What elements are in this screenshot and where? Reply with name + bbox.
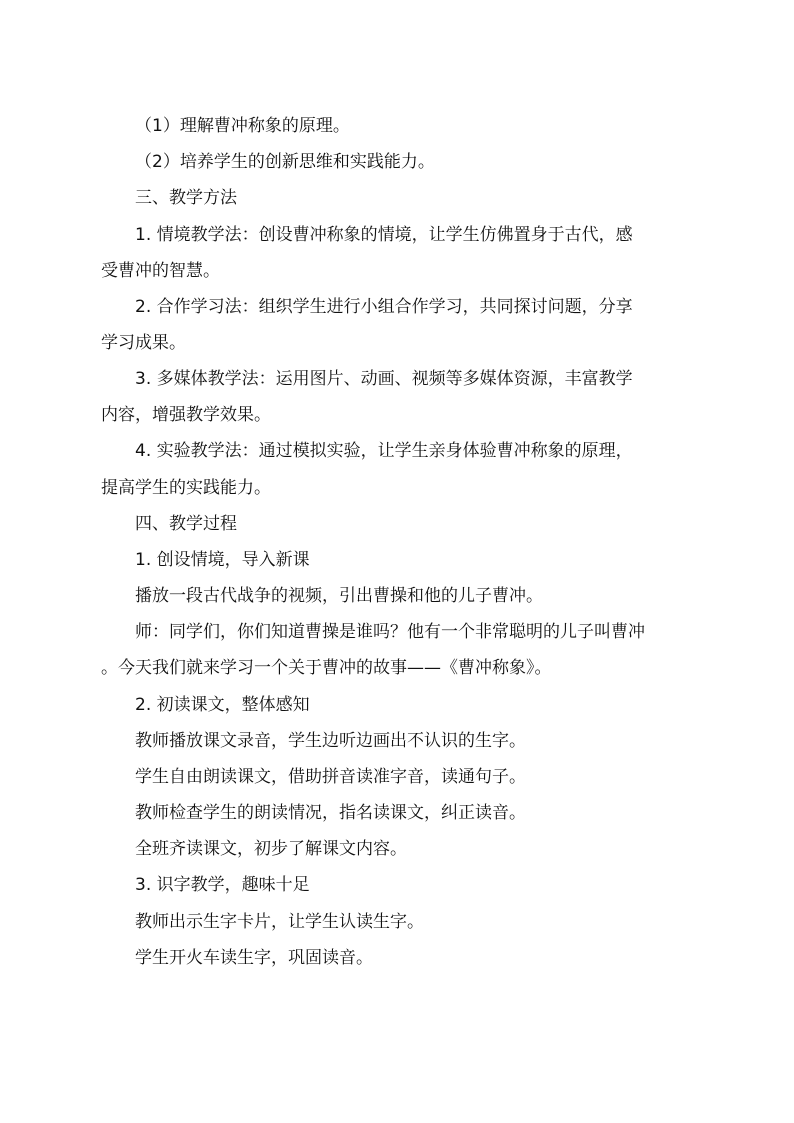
step-3-heading: 3. 识字教学，趣味十足 — [135, 875, 310, 895]
step-2-heading: 2. 初读课文，整体感知 — [135, 695, 310, 715]
step-2-text-2: 学生自由朗读课文，借助拼音读准字音，读通句子。 — [135, 767, 526, 787]
method-2-line-2: 学习成果。 — [101, 333, 186, 353]
method-1-line-2: 受曹冲的智慧。 — [101, 261, 220, 281]
step-2-text-1: 教师播放课文录音，学生边听边画出不认识的生字。 — [135, 731, 526, 751]
step-3-text-1: 教师出示生字卡片，让学生认读生字。 — [135, 912, 424, 932]
step-1-text-2-line-2: 。今天我们就来学习一个关于曹冲的故事——《曹冲称象》。 — [101, 658, 552, 678]
objective-1: （1）理解曹冲称象的原理。 — [135, 116, 350, 136]
method-3-line-1: 3. 多媒体教学法：运用图片、动画、视频等多媒体资源，丰富教学 — [135, 369, 633, 389]
section-heading-process: 四、教学过程 — [135, 514, 237, 534]
step-1-heading: 1. 创设情境，导入新课 — [135, 550, 310, 570]
method-4-line-2: 提高学生的实践能力。 — [101, 478, 271, 498]
method-2-line-1: 2. 合作学习法：组织学生进行小组合作学习，共同探讨问题，分享 — [135, 297, 633, 317]
step-3-text-2: 学生开火车读生字，巩固读音。 — [135, 948, 373, 968]
method-1-line-1: 1. 情境教学法：创设曹冲称象的情境，让学生仿佛置身于古代，感 — [135, 225, 633, 245]
objective-2: （2）培养学生的创新思维和实践能力。 — [135, 152, 435, 172]
step-1-text-1: 播放一段古代战争的视频，引出曹操和他的儿子曹冲。 — [135, 586, 543, 606]
method-3-line-2: 内容，增强教学效果。 — [101, 405, 271, 425]
step-2-text-4: 全班齐读课文，初步了解课文内容。 — [135, 839, 407, 859]
section-heading-methods: 三、教学方法 — [135, 188, 237, 208]
step-2-text-3: 教师检查学生的朗读情况，指名读课文，纠正读音。 — [135, 803, 526, 823]
method-4-line-1: 4. 实验教学法：通过模拟实验，让学生亲身体验曹冲称象的原理， — [135, 441, 633, 461]
step-1-text-2-line-1: 师：同学们，你们知道曹操是谁吗？他有一个非常聪明的儿子叫曹冲 — [135, 622, 645, 642]
